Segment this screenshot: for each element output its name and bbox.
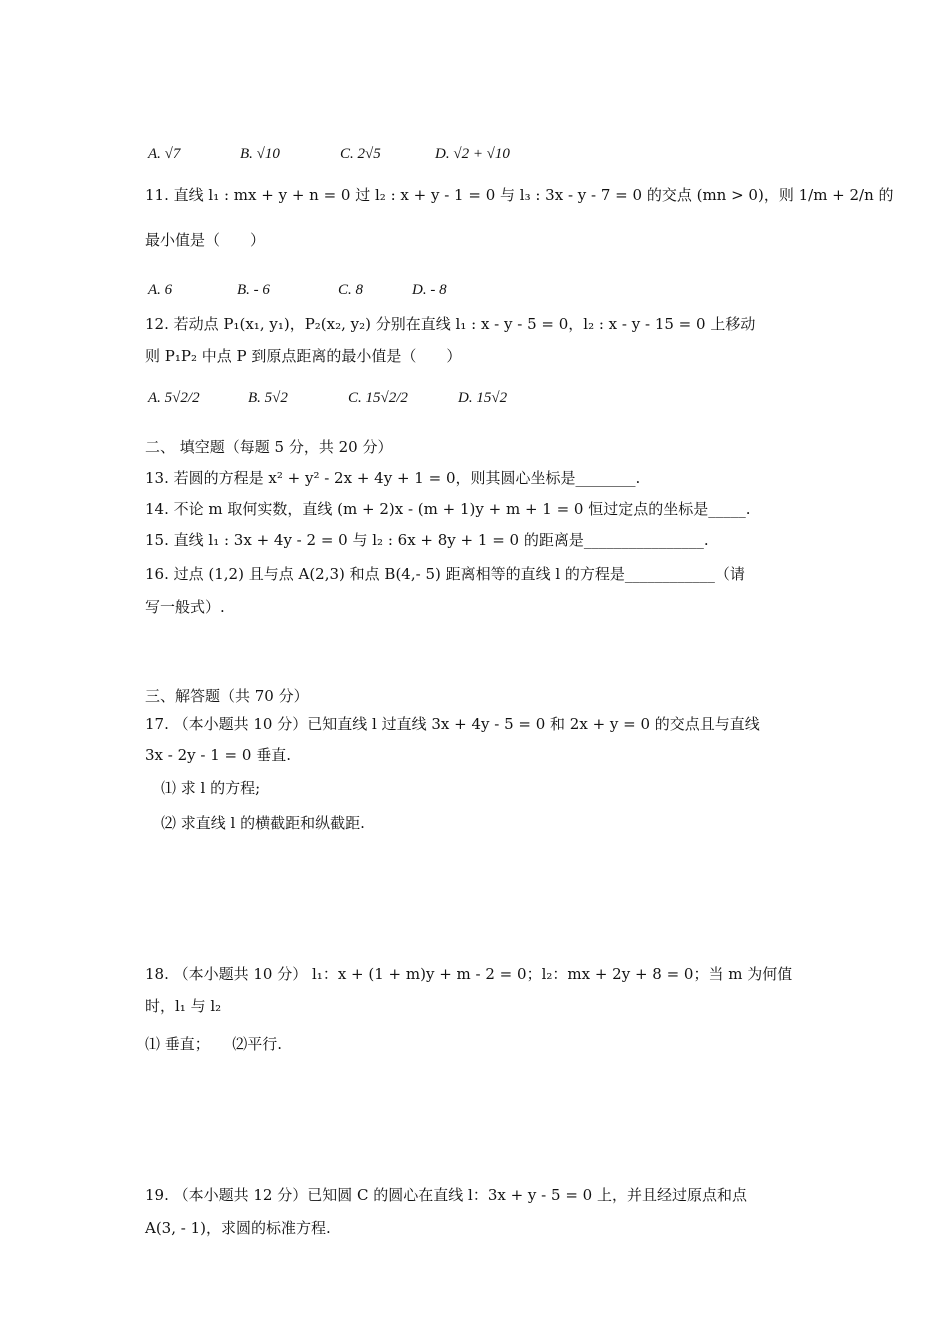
q10-option-b: B. √10 [240,146,280,162]
q11-stem-cont: 最小值是（ ） [145,231,266,249]
q10-option-a: A. √7 [148,146,181,162]
q15-text: 15. 直线 l₁ : 3x + 4y - 2 = 0 与 l₂ : 6x + 8y + 1 = 0 的距离是________________. [145,531,709,549]
q10-option-d: D. √2 + √10 [435,146,510,162]
q17-stem-cont: 3x - 2y - 1 = 0 垂直. [145,746,291,764]
q18-stem-cont: 时，l₁ 与 l₂ [145,997,222,1015]
q12-option-b: B. 5√2 [248,390,288,406]
q11-option-b: B. - 6 [237,282,270,298]
section-answer-heading: 三、解答题（共 70 分） [145,687,309,705]
q11-option-a: A. 6 [148,282,173,298]
q12-option-d: D. 15√2 [458,390,508,406]
q10-option-c: C. 2√5 [340,146,381,162]
q12-option-c: C. 15√2/2 [348,390,408,406]
q12-option-a: A. 5√2/2 [148,390,200,406]
q18-parts: ⑴ 垂直； ⑵平行. [145,1035,283,1053]
q17-stem: 17. （本小题共 10 分）已知直线 l 过直线 3x + 4y - 5 = 0 和 2x + y = 0 的交点且与直线 [145,715,760,733]
q18-stem: 18. （本小题共 10 分） l₁：x + (1 + m)y + m - 2 = 0；l₂：mx + 2y + 8 = 0；当 m 为何值 [145,965,793,983]
q14-text: 14. 不论 m 取何实数，直线 (m + 2)x - (m + 1)y + m + 1 = 0 恒过定点的坐标是_____. [145,500,751,518]
q16-text: 16. 过点 (1,2) 且与点 A(2,3) 和点 B(4,- 5) 距离相等的直线 l 的方程是____________（请 [145,565,745,583]
q12-stem: 12. 若动点 P₁(x₁, y₁)，P₂(x₂, y₂) 分别在直线 l₁ : x - y - 5 = 0，l₂ : x - y - 15 = 0 上移动 [145,315,756,333]
q13-text: 13. 若圆的方程是 x² + y² - 2x + 4y + 1 = 0，则其圆心坐标是________. [145,469,641,487]
q16-text-cont: 写一般式）. [145,598,225,616]
q17-part-2: ⑵ 求直线 l 的横截距和纵截距. [161,814,365,832]
section-fill-in-heading: 二、 填空题（每题 5 分，共 20 分） [145,438,393,456]
q17-part-1: ⑴ 求 l 的方程; [161,779,261,797]
q11-stem: 11. 直线 l₁ : mx + y + n = 0 过 l₂ : x + y - 1 = 0 与 l₃ : 3x - y - 7 = 0 的交点 (mn > 0)，则 1/m + 2/n 的 [145,186,894,204]
q11-option-d: D. - 8 [412,282,447,298]
q19-stem-cont: A(3, - 1)，求圆的标准方程. [145,1219,331,1237]
q12-stem-cont: 则 P₁P₂ 中点 P 到原点距离的最小值是（ ） [145,347,462,365]
q19-stem: 19. （本小题共 12 分）已知圆 C 的圆心在直线 l：3x + y - 5 = 0 上，并且经过原点和点 [145,1186,747,1204]
q11-option-c: C. 8 [338,282,364,298]
